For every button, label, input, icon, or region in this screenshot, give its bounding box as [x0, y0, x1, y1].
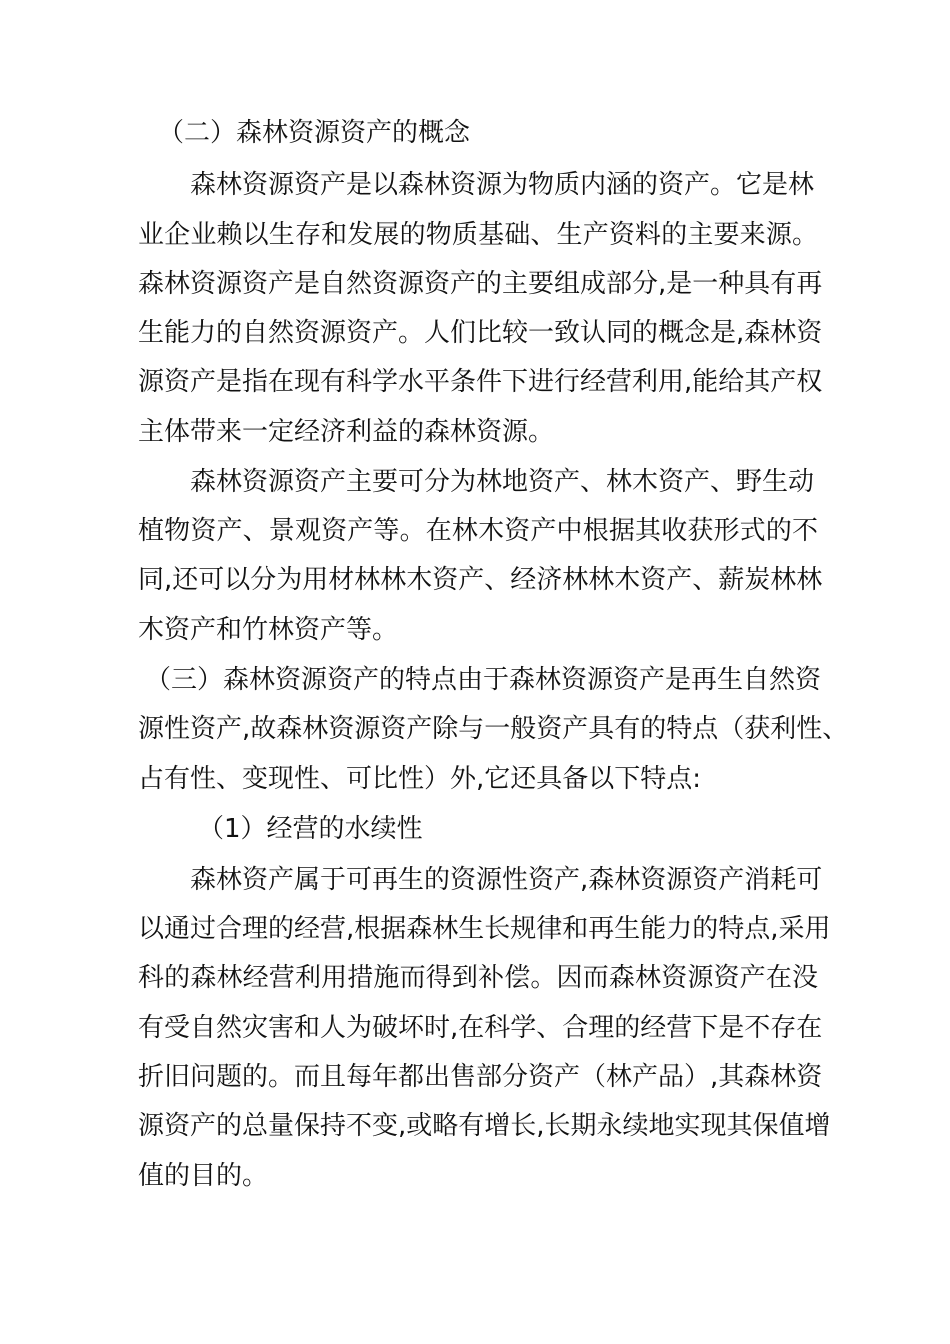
paragraph-line: 木资产和竹林资产等。 — [138, 615, 399, 645]
paragraph-line: 同,还可以分为用材林林木资产、经济林林木资产、薪炭林林 — [138, 565, 823, 595]
paragraph-line: 折旧问题的。而且每年都出售部分资产（林产品）,其森林资 — [138, 1062, 823, 1092]
paragraph-line: 森林资源资产是自然资源资产的主要组成部分,是一种具有再 — [138, 269, 823, 299]
subheading: （1）经营的水续性 — [198, 814, 423, 844]
paragraph-line: 占有性、变现性、可比性）外,它还具备以下特点: — [138, 764, 702, 794]
paragraph-line: 有受自然灾害和人为破坏时,在科学、合理的经营下是不存在 — [138, 1013, 823, 1043]
paragraph-line: 植物资产、景观资产等。在林木资产中根据其收获形式的不 — [138, 516, 818, 546]
paragraph-line: 森林资产属于可再生的资源性资产,森林资源资产消耗可 — [190, 865, 823, 895]
paragraph-line: 业企业赖以生存和发展的物质基础、生产资料的主要来源。 — [138, 220, 818, 250]
paragraph-line: 森林资源资产是以森林资源为物质内涵的资产。它是林 — [190, 170, 815, 200]
paragraph-line: 主体带来一定经济利益的森林资源。 — [138, 417, 555, 447]
paragraph-line: 源性资产,故森林资源资产除与一般资产具有的特点（获利性、 — [138, 714, 849, 744]
section-heading-3: （三）森林资源资产的特点由于森林资源资产是再生自然资 — [145, 665, 822, 695]
paragraph-line: 森林资源资产主要可分为林地资产、林木资产、野生动 — [190, 467, 815, 497]
paragraph-line: 科的森林经营利用措施而得到补偿。因而森林资源资产在没 — [138, 963, 818, 993]
paragraph-line: 源资产是指在现有科学水平条件下进行经营利用,能给其产权 — [138, 367, 823, 397]
paragraph-line: 源资产的总量保持不变,或略有增长,长期永续地实现其保值增 — [138, 1111, 831, 1141]
paragraph-line: 值的目的。 — [138, 1161, 269, 1191]
paragraph-line: 生能力的自然资源资产。人们比较一致认同的概念是,森林资 — [138, 318, 823, 348]
section-heading-2: （二）森林资源资产的概念 — [158, 118, 471, 148]
paragraph-line: 以通过合理的经营,根据森林生长规律和再生能力的特点,采用 — [138, 914, 831, 944]
